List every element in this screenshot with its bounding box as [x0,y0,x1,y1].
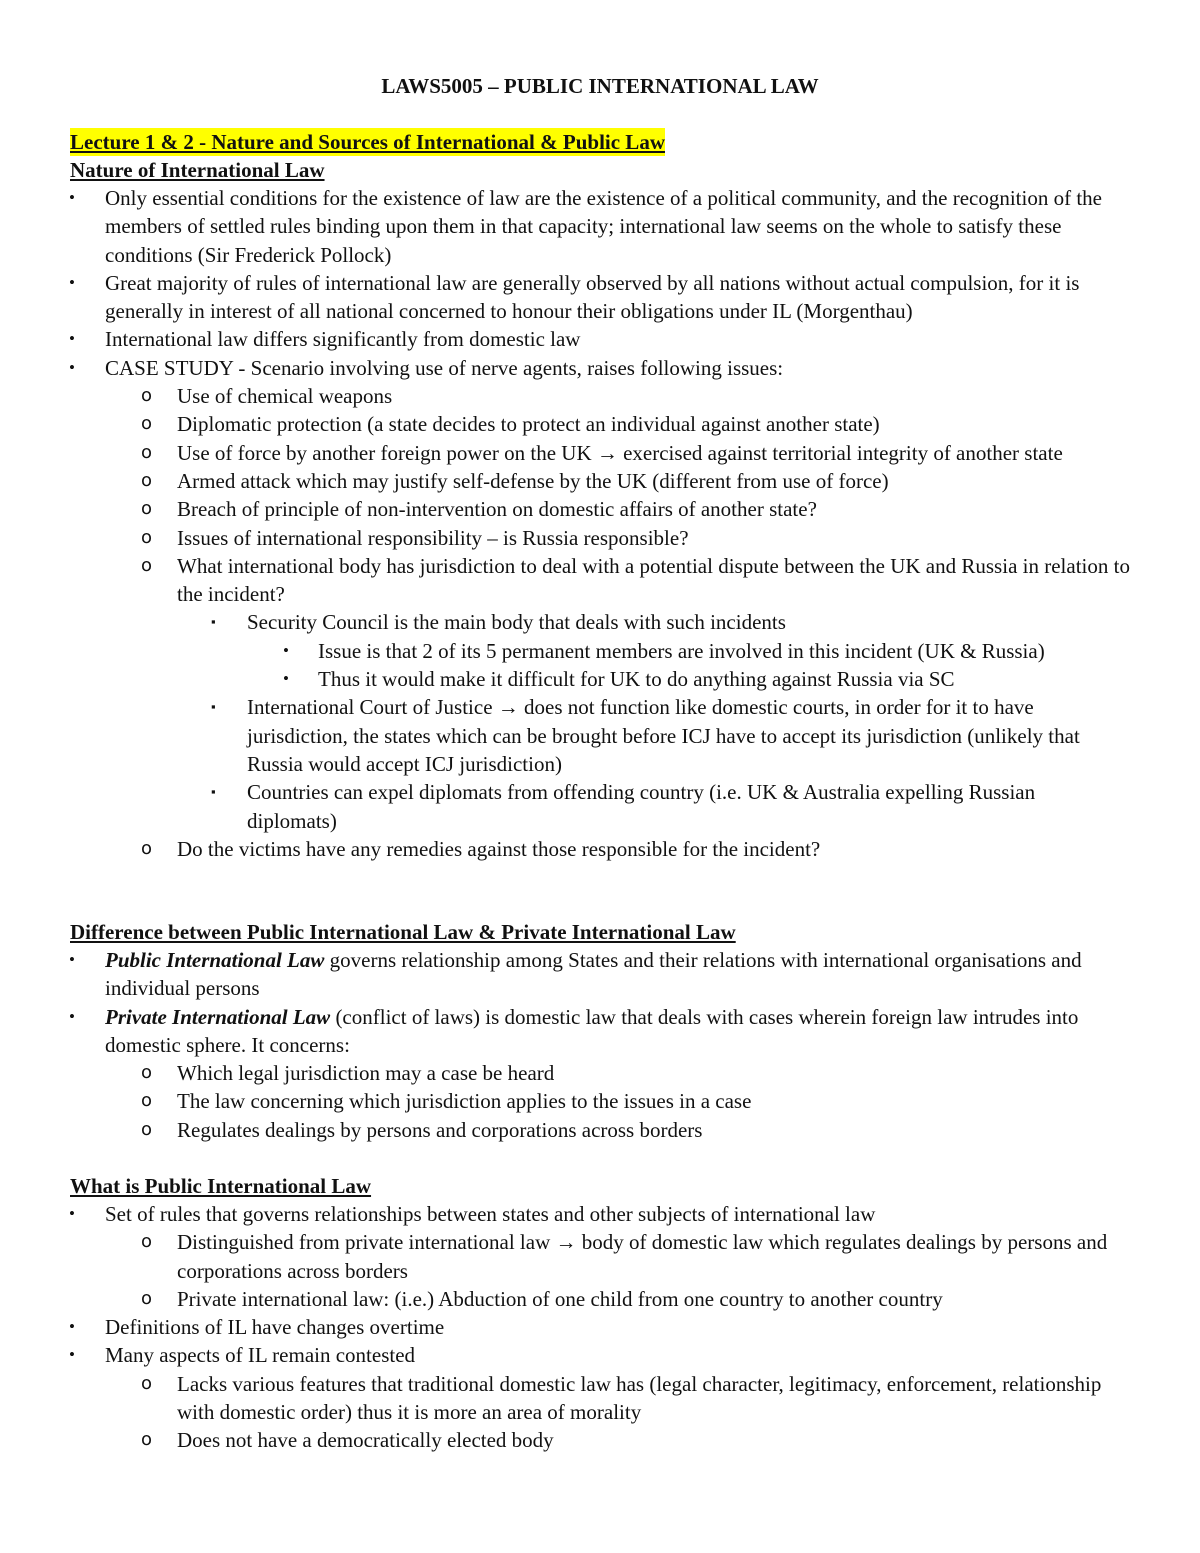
bullet-marker: • [69,1345,75,1365]
circle-marker: o [141,385,153,407]
circle-marker: o [141,837,153,859]
list-item: o What international body has jurisdiction to deal with a potential dispute between the UK and Russia in relation to the incident? [141,553,1130,607]
list-item: • CASE STUDY - Scenario involving use of nerve agents, raises following issues: [0,354,1200,382]
list-item: o Armed attack which may justify self-defense by the UK (different from use of force) [0,467,1200,495]
list-item: o Breach of principle of non-intervention on domestic affairs of another state? [0,495,1200,523]
document-title: LAWS5005 – PUBLIC INTERNATIONAL LAW [381,74,819,98]
list-item: • Great majority of rules of international law are generally observed by all nations without actual compulsion, for it is generally in interest of all national concerned to honour their obligations under IL (Morgenthau) [69,270,1080,324]
circle-marker: o [141,469,153,491]
list-item: o Lacks various features that traditional domestic law has (legal character, legitimacy, enforcement, relationship with domestic order) thus it is more an area of morality [141,1371,1102,1425]
bullet-marker: • [69,1317,75,1337]
list-item: o Use of chemical weapons [0,382,1200,410]
list-item: • Private International Law (conflict of laws) is domestic law that deals with cases wherein foreign law intrudes into domestic sphere. It concerns: [69,1004,1079,1057]
list-item: o Private international law: (i.e.) Abduction of one child from one country to another country [0,1285,1200,1313]
list-item: o Does not have a democratically elected body [0,1426,1200,1454]
square-marker: ▪ [211,784,216,800]
circle-marker: o [141,441,153,463]
bullet-marker: • [69,950,75,969]
bullet-marker: • [283,669,289,689]
square-marker: ▪ [211,614,216,630]
list-item: • Definitions of IL have changes overtime [0,1313,1200,1341]
list-item: • Set of rules that governs relationships between states and other subjects of international law [0,1200,1200,1228]
term-private-international-law: Private International Law [105,1004,331,1029]
circle-marker: o [141,554,153,576]
circle-marker: o [141,1118,153,1140]
bullet-marker: • [283,640,289,660]
list-item: • Thus it would make it difficult for UK to do anything against Russia via SC [0,665,1200,693]
list-item: o Distinguished from private international law → body of domestic law which regulates dealings by persons and corporations across borders [141,1230,1108,1283]
circle-marker: o [141,1090,153,1112]
section-heading-difference: Difference between Public International Law & Private International Law [70,920,736,944]
section-heading-what-is: What is Public International Law [70,1174,372,1198]
list-item: o Issues of international responsibility – is Russia responsible? [0,524,1200,552]
list-item: • International law differs significantly from domestic law [0,325,1200,353]
list-item: o The law concerning which jurisdiction applies to the issues in a case [0,1087,1200,1115]
list-item: o Use of force by another foreign power on the UK → exercised against territorial integrity of another state [0,439,1200,467]
square-marker: ▪ [211,699,216,715]
bullet-marker: • [69,272,75,292]
circle-marker: o [141,413,153,435]
circle-marker: o [141,526,153,548]
section-list-nature [0,184,1200,863]
bullet-marker: • [69,1006,75,1026]
circle-marker: o [141,1231,153,1253]
list-item: o Regulates dealings by persons and corporations across borders [0,1116,1200,1144]
list-item: ▪ Countries can expel diplomats from offending country (i.e. UK & Australia expelling Russian diplomats) [211,780,1036,833]
bullet-marker: • [69,1204,75,1223]
lecture-heading: Lecture 1 & 2 - Nature and Sources of International & Public Law [70,130,665,154]
list-item: • Public International Law governs relationship among States and their relations with international organisations and individual persons [69,948,1082,1001]
circle-marker: o [141,1287,153,1309]
list-item: ▪ Security Council is the main body that deals with such incidents [0,608,1200,636]
bullet-marker: • [69,329,75,349]
section-list-difference [0,946,1200,1144]
circle-marker: o [141,1372,153,1394]
circle-marker: o [141,498,153,520]
list-item: o Do the victims have any remedies against those responsible for the incident? [0,835,1200,863]
section-list-what-is [0,1200,1200,1455]
bullet-marker: • [69,188,75,207]
bullet-marker: • [69,357,75,377]
list-item: • Only essential conditions for the existence of law are the existence of a political community, and the recognition of the members of settled rules binding upon them in that capacity; international law seems on the whole to satisfy these conditions (Sir Frederick Pollock) [69,186,1102,267]
list-item: ▪ International Court of Justice → does not function like domestic courts, in order for it to have jurisdiction, the states which can be brought before ICJ have to accept its jurisdiction (unlikely that Russia would accept ICJ jurisdiction) [211,695,1080,776]
circle-marker: o [141,1062,153,1084]
list-item: o Which legal jurisdiction may a case be heard [0,1059,1200,1087]
list-item: o Diplomatic protection (a state decides to protect an individual against another state) [0,410,1200,438]
list-item: • Issue is that 2 of its 5 permanent members are involved in this incident (UK & Russia) [0,637,1200,665]
list-item: • Many aspects of IL remain contested [0,1341,1200,1369]
section-heading-nature: Nature of International Law [70,158,325,182]
term-public-international-law: Public International Law [105,948,325,972]
circle-marker: o [141,1429,153,1451]
